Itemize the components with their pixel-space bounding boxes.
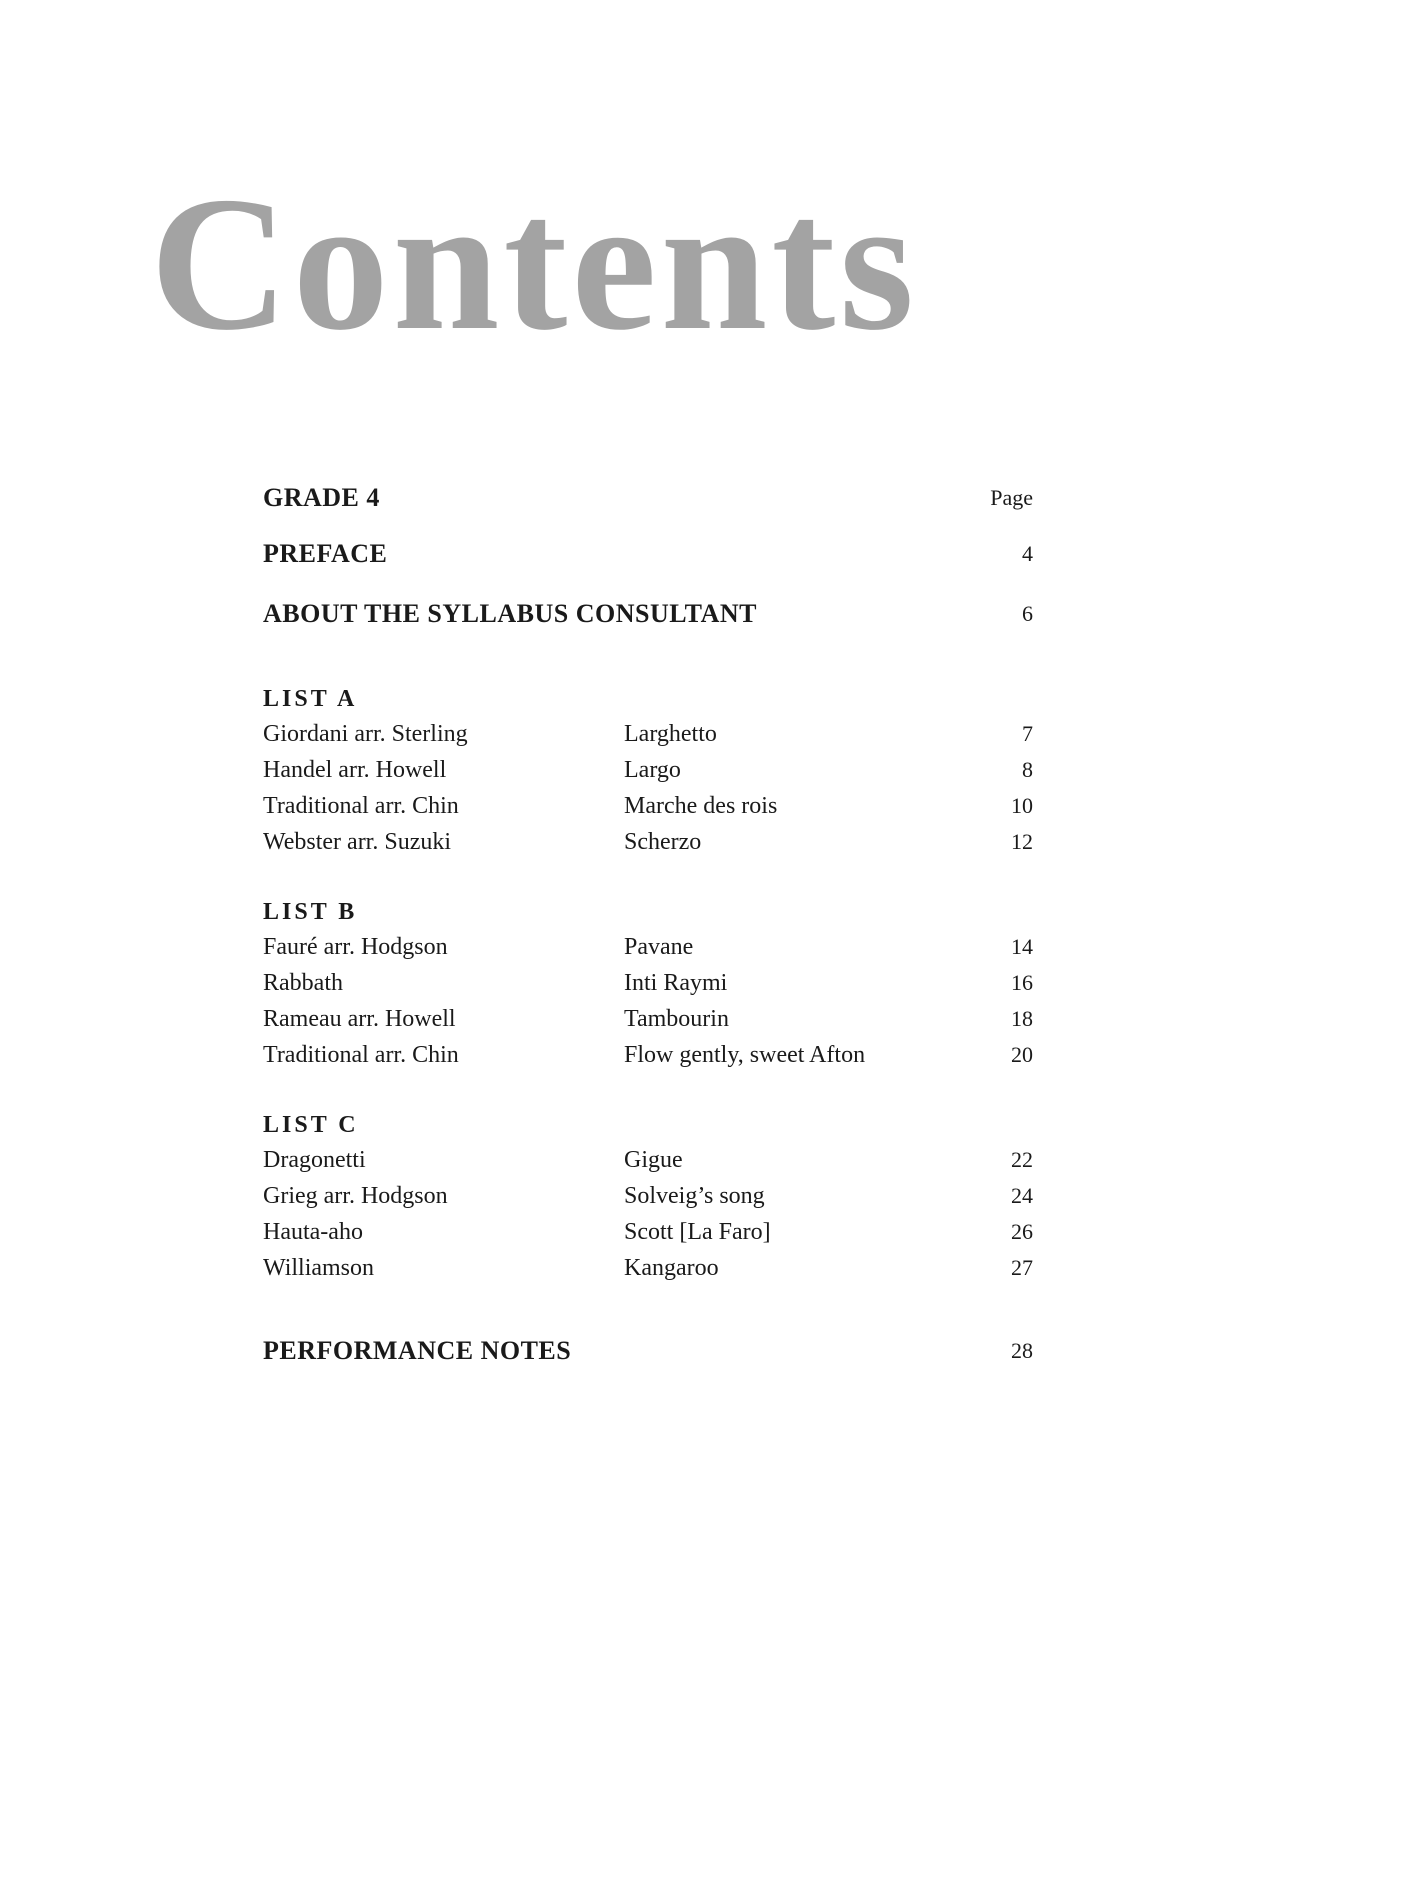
list-item[interactable]	[263, 1179, 1033, 1213]
piece-title: Pavane	[624, 934, 694, 960]
composer: Hauta-aho	[263, 1219, 363, 1245]
piece-title: Scherzo	[624, 829, 702, 855]
list-item[interactable]	[263, 1002, 1033, 1036]
piece-title: Flow gently, sweet Afton	[624, 1042, 866, 1068]
toc-entry-label: ABOUT THE SYLLABUS CONSULTANT	[263, 599, 757, 628]
piece-title: Largo	[624, 757, 681, 783]
list-item[interactable]	[263, 717, 1033, 751]
page-number: 16	[1011, 970, 1033, 995]
grade-heading: GRADE 4	[263, 483, 380, 512]
list-b-heading-row	[263, 895, 1033, 929]
list-item[interactable]	[263, 753, 1033, 787]
list-heading: LIST B	[263, 899, 358, 925]
composer: Grieg arr. Hodgson	[263, 1183, 448, 1209]
composer: Giordani arr. Sterling	[263, 721, 468, 747]
page-number: 7	[1022, 721, 1033, 746]
toc-entry-about-consultant[interactable]	[263, 597, 1033, 631]
page-number: 27	[1011, 1255, 1033, 1280]
piece-title: Marche des rois	[624, 793, 778, 819]
list-item[interactable]	[263, 966, 1033, 1000]
piece-title: Gigue	[624, 1147, 683, 1173]
list-item[interactable]	[263, 1251, 1033, 1285]
page-number: 26	[1011, 1219, 1033, 1244]
piece-title: Larghetto	[624, 721, 717, 747]
piece-title: Kangaroo	[624, 1255, 719, 1281]
page-number: 14	[1011, 934, 1033, 959]
toc-entry-label: PERFORMANCE NOTES	[263, 1336, 572, 1365]
composer: Traditional arr. Chin	[263, 1042, 459, 1068]
page-number: 10	[1011, 793, 1033, 818]
toc-entry-page: 4	[1022, 541, 1033, 566]
list-heading: LIST A	[263, 686, 358, 712]
composer: Dragonetti	[263, 1147, 366, 1173]
list-a-heading-row	[263, 682, 1033, 716]
page-title: Contents	[150, 157, 919, 370]
page-number: 18	[1011, 1006, 1033, 1031]
grade-row	[263, 481, 1033, 515]
composer: Webster arr. Suzuki	[263, 829, 452, 855]
toc-entry-label: PREFACE	[263, 539, 388, 568]
toc-entry-preface[interactable]	[263, 537, 1033, 571]
piece-title: Scott [La Faro]	[624, 1219, 771, 1245]
piece-title: Solveig’s song	[624, 1183, 765, 1209]
toc-entry-performance-notes[interactable]	[263, 1334, 1033, 1368]
composer: Rabbath	[263, 970, 343, 996]
composer: Rameau arr. Howell	[263, 1006, 456, 1032]
composer: Traditional arr. Chin	[263, 793, 459, 819]
page-column-label: Page	[990, 485, 1033, 510]
list-heading: LIST C	[263, 1112, 359, 1138]
page-number: 12	[1011, 829, 1033, 854]
piece-title: Inti Raymi	[624, 970, 728, 996]
composer: Fauré arr. Hodgson	[263, 934, 448, 960]
list-item[interactable]	[263, 825, 1033, 859]
list-c-heading-row	[263, 1108, 1033, 1142]
piece-title: Tambourin	[624, 1006, 729, 1032]
list-item[interactable]	[263, 1143, 1033, 1177]
list-item[interactable]	[263, 1215, 1033, 1249]
page-number: 24	[1011, 1183, 1033, 1208]
composer: Handel arr. Howell	[263, 757, 447, 783]
page-number: 22	[1011, 1147, 1033, 1172]
toc-entry-page: 6	[1022, 601, 1033, 626]
list-item[interactable]	[263, 930, 1033, 964]
list-item[interactable]	[263, 1038, 1033, 1072]
list-item[interactable]	[263, 789, 1033, 823]
toc-entry-page: 28	[1011, 1338, 1033, 1363]
page-number: 8	[1022, 757, 1033, 782]
composer: Williamson	[263, 1255, 375, 1281]
page-number: 20	[1011, 1042, 1033, 1067]
